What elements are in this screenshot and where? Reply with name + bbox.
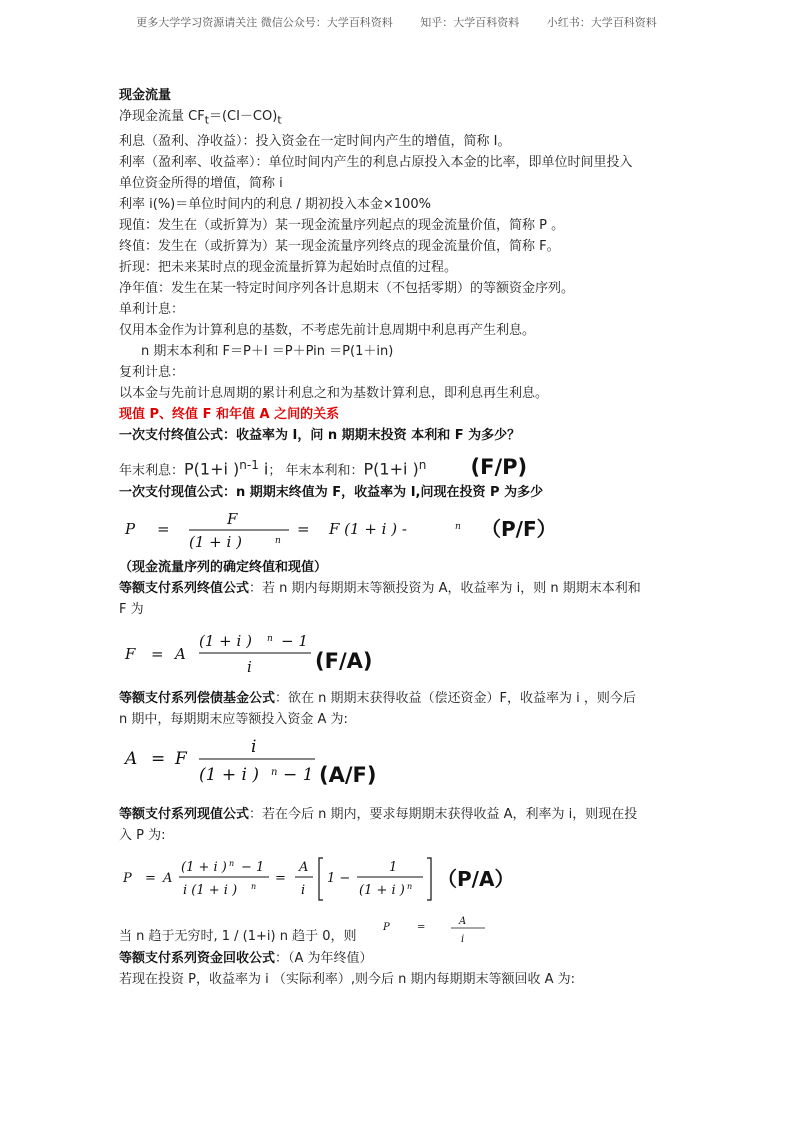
svg-text:(1 + i ): (1 + i ): [189, 532, 242, 551]
svg-text:F (1 + i ) -: F (1 + i ) -: [329, 519, 407, 538]
capital-recovery-desc: 若现在投资 P，收益率为 i （实际利率）,则今后 n 期内每期期末等额回收 A 为:: [119, 971, 576, 987]
svg-text:n: n: [271, 766, 278, 778]
equal-fv-line-a: [119, 578, 685, 599]
svg-text:=: =: [275, 870, 286, 886]
svg-text:i: i: [247, 657, 252, 676]
formula-a-over-f: [119, 734, 685, 794]
year-interest-exp: n-1: [239, 457, 259, 472]
svg-text:n: n: [251, 881, 257, 891]
svg-text:1 −: 1 −: [327, 870, 351, 886]
discount-def: 折现：把未来某时点的现金流量折算为起始时点值的过程。: [119, 259, 458, 275]
svg-text:1: 1: [389, 859, 398, 875]
net-cashflow-label: 净现金流量 CF: [119, 109, 205, 124]
year-interest-tail: i: [258, 458, 269, 478]
svg-text:A: A: [175, 644, 186, 663]
rate-def-a: 利率（盈利率、收益率）：单位时间内产生的利息占原投入本金的比率，即单位时间里投入: [119, 154, 633, 170]
year-interest-label: 年末利息：: [119, 462, 185, 478]
capital-recovery-note: ：（A 为年终值）: [275, 950, 373, 966]
year-total-expr: P(1+i ): [363, 458, 419, 478]
sinking-fund-title: 等额支付系列偿债基金公式: [119, 690, 276, 706]
svg-text:A: A: [299, 859, 309, 875]
section-title-relations: 现值 P、终值 F 和年值 A 之间的关系: [119, 406, 340, 422]
svg-text:A: A: [125, 748, 138, 769]
svg-text:=: =: [151, 644, 164, 663]
svg-text:i: i: [461, 933, 465, 945]
single-payment-fv-line: [119, 450, 685, 480]
tag-f-over-a: (F/A): [315, 648, 373, 673]
svg-text:n: n: [455, 521, 461, 532]
future-value-def: 终值：发生在（或折算为）某一现金流量序列终点的现金流量价值，简称 F。: [119, 238, 560, 254]
equal-pv-desc-b: 入 P 为:: [119, 827, 166, 843]
header-zhihu: 知乎：大学百科资料: [420, 16, 520, 29]
header-wechat: 更多大学学习资源请关注 微信公众号：大学百科资料: [136, 16, 393, 29]
svg-text:(1 + i ): (1 + i ): [199, 764, 259, 785]
svg-text:n: n: [407, 881, 413, 891]
formula-p-over-f: [119, 503, 685, 553]
present-value-def: 现值：发生在（或折算为）某一现金流量序列起点的现金流量价值，简称 P 。: [119, 217, 565, 233]
equal-pv-desc-a: ：若在今后 n 期内，要求每期期末获得收益 A，利率为 i，则现在投: [249, 806, 638, 822]
svg-text:=: =: [297, 519, 310, 538]
svg-text:F: F: [125, 644, 136, 663]
sinking-fund-desc-b: n 期中，每期期末应等额投入资金 A 为:: [119, 711, 348, 727]
compound-interest-desc: 以本金与先前计息周期的累计利息之和为基数计算利息，即利息再生利息。: [119, 385, 549, 401]
equal-pv-title: 等额支付系列现值公式: [119, 806, 250, 822]
year-total-label: ； 年末本利和：: [268, 462, 364, 478]
rate-formula: 利率 i(%)＝单位时间内的利息 / 期初投入本金×100%: [119, 196, 431, 212]
svg-text:(1 + i ): (1 + i ): [199, 631, 252, 650]
rate-def-b: 单位资金所得的增值，简称 i: [119, 175, 283, 191]
simple-interest-title: 单利计息：: [119, 301, 185, 317]
svg-text:(1 + i ): (1 + i ): [359, 882, 405, 898]
svg-text:F: F: [175, 748, 187, 769]
limit-text: 当 n 趋于无穷时, 1 / (1+i) n 趋于 0，则: [119, 928, 357, 944]
formula-a-over-f-svg: [119, 734, 685, 794]
sinking-fund-line-a: [119, 688, 685, 709]
svg-text:− 1: − 1: [241, 859, 265, 875]
simple-interest-formula: n 期末本利和 F＝P＋I ＝P＋Pin ＝P(1＋in): [141, 343, 394, 359]
limit-line: [119, 914, 685, 948]
svg-text:n: n: [275, 535, 281, 546]
capital-recovery-title: 等额支付系列资金回收公式: [119, 950, 276, 966]
formula-p-over-f-svg: [119, 503, 685, 553]
svg-text:F: F: [227, 509, 238, 528]
svg-text:i: i: [251, 736, 257, 757]
formula-f-over-a-svg: [119, 626, 685, 682]
equal-fv-desc-a: ：若 n 期内每期期末等额投资为 A，收益率为 i，则 n 期期末本利和: [249, 580, 641, 596]
equal-fv-desc-b: F 为: [119, 601, 144, 617]
year-total-exp: n: [418, 457, 427, 472]
formula-p-over-a-svg: [119, 852, 685, 904]
net-cashflow-eq: ＝(CI－CO): [208, 109, 278, 124]
svg-text:A: A: [459, 915, 467, 927]
svg-text:P: P: [125, 519, 136, 538]
net-cashflow-line: [119, 106, 685, 131]
series-subtitle: （现金流量序列的确定终值和现值）: [119, 559, 328, 575]
interest-def: 利息（盈利、净收益）：投入资金在一定时间内产生的增值，简称 I。: [119, 133, 511, 149]
svg-text:i: i: [301, 882, 306, 898]
tag-p-over-f: （P/F）: [481, 516, 557, 541]
year-interest-expr: P(1+i ): [184, 458, 240, 478]
simple-interest-desc: 仅用本金作为计算利息的基数，不考虑先前计息周期中利息再产生利息。: [119, 322, 536, 338]
equal-pv-line-a: [119, 804, 685, 825]
svg-text:=: =: [157, 519, 170, 538]
single-payment-pv-question: 一次支付现值公式：n 期期末终值为 F，收益率为 I,问现在投资 P 为多少: [119, 484, 544, 500]
header-xiaohongshu: 小红书：大学百科资料: [546, 16, 657, 29]
svg-text:n: n: [267, 633, 273, 644]
svg-text:A: A: [163, 870, 173, 886]
section-title-cashflow: 现金流量: [119, 88, 172, 103]
sinking-fund-desc-a: ：欲在 n 期期末获得收益（偿还资金）F，收益率为 i ，则今后: [275, 690, 636, 706]
formula-p-over-a: [119, 852, 685, 904]
svg-text:− 1: − 1: [281, 631, 308, 650]
svg-text:i (1 + i ): i (1 + i ): [183, 882, 238, 898]
svg-text:=: =: [145, 870, 156, 886]
tag-f-over-p: (F/P): [470, 454, 528, 479]
document-body: [119, 85, 685, 990]
svg-text:P: P: [123, 870, 132, 886]
svg-text:n: n: [229, 858, 235, 868]
svg-text:=: =: [417, 921, 426, 933]
page-header: [0, 14, 793, 30]
svg-text:P: P: [383, 921, 390, 933]
net-cashflow-sub: t: [204, 113, 209, 127]
svg-text:=: =: [151, 748, 166, 769]
limit-formula-svg: [379, 914, 499, 948]
single-payment-fv-question: 一次支付终值公式：收益率为 I，问 n 期期末投资 本利和 F 为多少？: [119, 427, 521, 443]
svg-text:(1 + i ): (1 + i ): [181, 859, 227, 875]
equal-fv-title: 等额支付系列终值公式: [119, 580, 250, 596]
capital-recovery-line: [119, 948, 685, 969]
formula-f-over-a: [119, 626, 685, 682]
net-cashflow-sub2: t: [277, 113, 282, 127]
compound-interest-title: 复利计息：: [119, 364, 185, 380]
annuity-def: 净年值：发生在某一特定时间序列各计息期末（不包括零期）的等额资金序列。: [119, 280, 575, 296]
tag-p-over-a: （P/A）: [437, 866, 515, 891]
tag-a-over-f: (A/F): [319, 762, 377, 787]
svg-text:− 1: − 1: [283, 764, 314, 785]
